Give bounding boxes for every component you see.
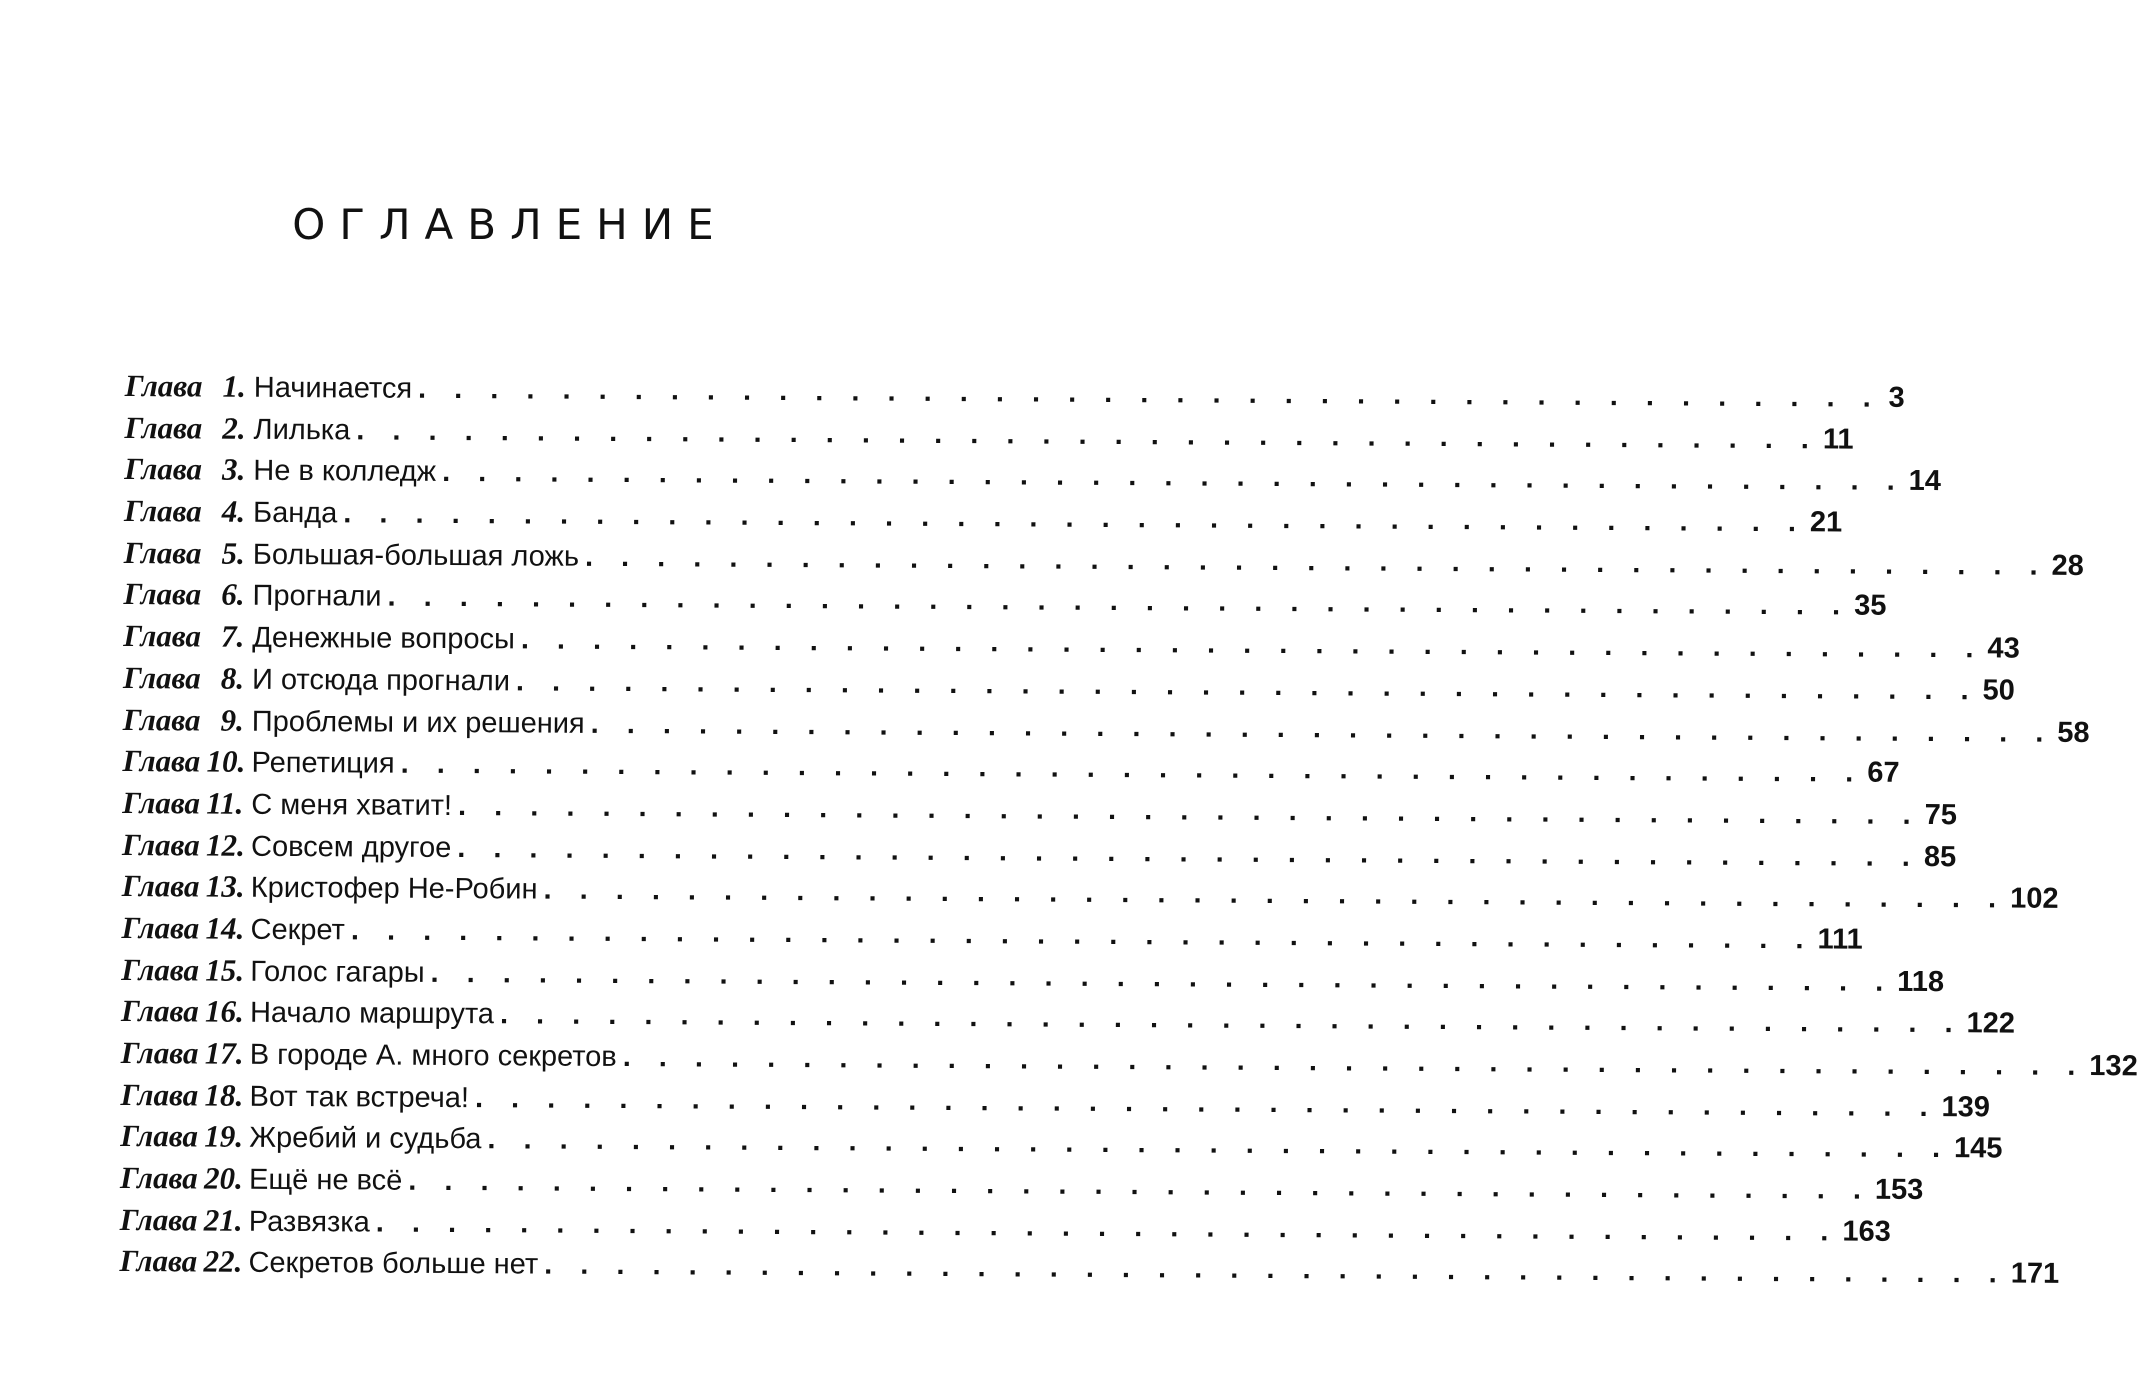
chapter-title: Проблемы и их решения bbox=[251, 705, 585, 740]
chapter-title: Голос гагары bbox=[250, 955, 425, 989]
chapter-word: Глава bbox=[122, 701, 201, 737]
chapter-number: 5. bbox=[221, 535, 245, 571]
chapter-number: 10. bbox=[206, 743, 246, 779]
toc-entry-8[interactable] bbox=[122, 657, 2015, 707]
chapter-number: 4. bbox=[221, 493, 246, 529]
dot-leader: . . . . . . . . . . . . . . . . . . . . . . . . . . . . . . . . . . . . . . . . . bbox=[622, 1041, 2086, 1082]
toc-entry-22[interactable] bbox=[119, 1240, 2060, 1291]
dot-leader: . . . . . . . . . . . . . . . . . . . . . . . . . . . . . . . . . . . . . . . . . bbox=[400, 747, 1864, 789]
dot-leader: . . . . . . . . . . . . . . . . . . . . . . . . . . . . . . . . . . . . . . . . . bbox=[520, 623, 1984, 665]
dot-leader: . . . . . . . . . . . . . . . . . . . . . . . . . . . . . . . . . . . . . . . . . bbox=[487, 1123, 1951, 1165]
chapter-number: 20. bbox=[203, 1160, 243, 1196]
toc-entry-16[interactable] bbox=[120, 990, 2016, 1040]
page-number: 85 bbox=[1923, 840, 1957, 873]
page-number: 171 bbox=[2010, 1257, 2060, 1291]
chapter-word: Глава bbox=[124, 493, 202, 529]
chapter-number: 13. bbox=[205, 868, 245, 904]
dot-leader: . . . . . . . . . . . . . . . . . . . . . . . . . . . . . . . . . . . . . . . . . bbox=[408, 1164, 1872, 1206]
page-number: 67 bbox=[1867, 756, 1900, 790]
chapter-number: 14. bbox=[205, 910, 245, 946]
chapter-title: И отсюда прогнали bbox=[251, 663, 511, 698]
dot-leader: . . . . . . . . . . . . . . . . . . . . . . . . . . . . . . . . . . . . . . . . . bbox=[343, 497, 1807, 539]
chapter-word: Глава bbox=[119, 1160, 198, 1196]
dot-leader: . . . . . . . . . . . . . . . . . . . . . . . . . . . . . . . . . . . . . . . . . bbox=[544, 1249, 2007, 1290]
toc-entry-13[interactable] bbox=[121, 865, 2059, 916]
page-number: 3 bbox=[1888, 381, 1905, 414]
chapter-title: Репетиция bbox=[251, 746, 395, 780]
page-number: 14 bbox=[1908, 465, 1942, 498]
chapter-word: Глава bbox=[121, 826, 200, 863]
toc-entry-10[interactable] bbox=[122, 740, 1900, 790]
page-number: 163 bbox=[1842, 1215, 1891, 1248]
chapter-number: 11. bbox=[206, 785, 244, 821]
page-number: 35 bbox=[1854, 590, 1887, 623]
toc-entry-20[interactable] bbox=[119, 1157, 1924, 1207]
chapter-word: Глава bbox=[124, 367, 203, 404]
chapter-word: Глава bbox=[121, 909, 200, 946]
toc-entry-9[interactable] bbox=[122, 698, 2090, 749]
dot-leader: . . . . . . . . . . . . . . . . . . . . . . . . . . . . . . . . . . . . . . . . . bbox=[442, 456, 1905, 498]
chapter-number: 1. bbox=[222, 368, 246, 404]
toc-entry-3[interactable] bbox=[124, 448, 1942, 498]
chapter-word: Глава bbox=[123, 618, 202, 654]
toc-entry-18[interactable] bbox=[120, 1074, 1991, 1124]
chapter-title: Секрет bbox=[250, 913, 345, 947]
chapter-number: 12. bbox=[205, 827, 245, 863]
chapter-number: 7. bbox=[220, 618, 245, 654]
chapter-word: Глава bbox=[120, 1034, 199, 1071]
chapter-word: Глава bbox=[121, 868, 200, 904]
page-number: 122 bbox=[1966, 1007, 2016, 1040]
dot-leader: . . . . . . . . . . . . . . . . . . . . . . . . . . . . . . . . . . . . . . . . . bbox=[430, 956, 1894, 998]
toc-entry-12[interactable] bbox=[121, 824, 1957, 873]
toc-entry-11[interactable] bbox=[122, 782, 1958, 832]
page-number: 28 bbox=[2051, 549, 2084, 582]
chapter-title: Ещё не всё bbox=[248, 1163, 403, 1197]
page-number: 50 bbox=[1982, 674, 2015, 707]
chapter-word: Глава bbox=[119, 1243, 198, 1279]
chapter-word: Глава bbox=[123, 534, 202, 571]
chapter-title: В городе А. много секретов bbox=[249, 1038, 617, 1074]
page-number: 58 bbox=[2057, 716, 2090, 749]
page-number: 118 bbox=[1897, 965, 1945, 998]
chapter-number: 19. bbox=[204, 1118, 244, 1155]
chapter-number: 9. bbox=[220, 702, 244, 738]
chapter-number: 21. bbox=[203, 1202, 243, 1238]
chapter-title: Совсем другое bbox=[250, 830, 452, 864]
page-number: 111 bbox=[1817, 923, 1863, 956]
dot-leader: . . . . . . . . . . . . . . . . . . . . . . . . . . . . . . . . . . . . . . . . . bbox=[515, 665, 1979, 707]
dot-leader: . . . . . . . . . . . . . . . . . . . . . . . . . . . . . . . . . . . . . . . . . bbox=[499, 998, 1963, 1040]
dot-leader: . . . . . . . . . . . . . . . . . . . . . . . . . . . . . . . . . . . . . . . . . bbox=[457, 831, 1920, 873]
dot-leader: . . . . . . . . . . . . . . . . . . . . . . . . . . . . . . . . . . . . . . . . . bbox=[590, 707, 2054, 749]
chapter-number: 18. bbox=[204, 1077, 244, 1113]
chapter-title: Большая-большая ложь bbox=[252, 538, 580, 573]
chapter-title: Денежные вопросы bbox=[252, 621, 515, 656]
chapter-word: Глава bbox=[120, 1076, 199, 1113]
chapter-title: Развязка bbox=[248, 1205, 370, 1239]
chapter-word: Глава bbox=[124, 451, 203, 487]
toc-entry-14[interactable] bbox=[121, 907, 1863, 956]
chapter-word: Глава bbox=[123, 576, 202, 612]
chapter-title: Лилька bbox=[253, 413, 351, 447]
dot-leader: . . . . . . . . . . . . . . . . . . . . . . . . . . . . . . . . . . . . . . . . . bbox=[387, 581, 1851, 622]
chapter-number: 17. bbox=[204, 1035, 244, 1071]
toc-entry-6[interactable] bbox=[123, 573, 1887, 623]
page-number: 43 bbox=[1987, 632, 2020, 665]
page-title: ОГЛАВЛЕНИЕ bbox=[292, 200, 728, 249]
dot-leader: . . . . . . . . . . . . . . . . . . . . . . . . . . . . . . . . . . . . . . . . . bbox=[474, 1081, 1938, 1123]
page-number: 139 bbox=[1941, 1090, 1991, 1124]
dot-leader: . . . . . . . . . . . . . . . . . . . . . . . . . . . . . . . . . . . . . . . . . bbox=[584, 540, 2048, 582]
page-number: 132 bbox=[2089, 1050, 2138, 1083]
chapter-title: Начинается bbox=[253, 371, 413, 405]
toc-entry-7[interactable] bbox=[123, 615, 2020, 665]
toc-entry-2[interactable] bbox=[124, 407, 1854, 456]
page-number: 153 bbox=[1874, 1173, 1924, 1207]
chapter-number: 6. bbox=[221, 577, 245, 613]
toc-entry-15[interactable] bbox=[121, 949, 1945, 998]
toc-entry-19[interactable] bbox=[120, 1115, 2003, 1165]
page-number: 102 bbox=[2010, 882, 2059, 916]
chapter-number: 16. bbox=[204, 993, 244, 1030]
toc-entry-5[interactable] bbox=[123, 532, 2084, 582]
chapter-title: Кристофер Не-Робин bbox=[250, 872, 538, 906]
toc-entry-21[interactable] bbox=[119, 1199, 1891, 1248]
toc-entry-17[interactable] bbox=[120, 1032, 2138, 1083]
chapter-word: Глава bbox=[120, 993, 199, 1029]
chapter-number: 22. bbox=[203, 1243, 243, 1280]
chapter-word: Глава bbox=[122, 743, 201, 779]
toc-entry-4[interactable] bbox=[124, 490, 1843, 539]
chapter-title: Начало маршрута bbox=[249, 997, 495, 1031]
page-number: 21 bbox=[1809, 506, 1843, 539]
chapter-word: Глава bbox=[121, 951, 200, 988]
chapter-title: Прогнали bbox=[252, 580, 382, 614]
dot-leader: . . . . . . . . . . . . . . . . . . . . . . . . . . . . . . . . . . . . . . . . . bbox=[350, 914, 1814, 956]
dot-leader: . . . . . . . . . . . . . . . . . . . . . . . . . . . . . . . . . . . . . . . . . bbox=[417, 372, 1881, 414]
chapter-title: С меня хватит! bbox=[251, 788, 453, 822]
chapter-number: 8. bbox=[220, 660, 245, 696]
dot-leader: . . . . . . . . . . . . . . . . . . . . . . . . . . . . . . . . . . . . . . . . . bbox=[543, 873, 2007, 915]
page-number: 75 bbox=[1924, 798, 1958, 832]
dot-leader: . . . . . . . . . . . . . . . . . . . . . . . . . . . . . . . . . . . . . . . . . bbox=[457, 789, 1921, 831]
chapter-number: 3. bbox=[222, 451, 246, 488]
chapter-title: Банда bbox=[253, 496, 338, 530]
page-number: 11 bbox=[1822, 423, 1854, 456]
chapter-number: 15. bbox=[205, 952, 245, 988]
chapter-word: Глава bbox=[122, 784, 201, 821]
chapter-word: Глава bbox=[119, 1201, 198, 1238]
chapter-number: 2. bbox=[222, 410, 246, 446]
dot-leader: . . . . . . . . . . . . . . . . . . . . . . . . . . . . . . . . . . . . . . . . . bbox=[375, 1206, 1839, 1248]
chapter-word: Глава bbox=[124, 409, 203, 446]
dot-leader: . . . . . . . . . . . . . . . . . . . . . . . . . . . . . . . . . . . . . . . . . bbox=[356, 414, 1820, 456]
chapter-word: Глава bbox=[120, 1118, 199, 1154]
page-number: 145 bbox=[1953, 1132, 2003, 1165]
toc-entry-1[interactable] bbox=[124, 365, 1905, 414]
chapter-title: Не в колледж bbox=[253, 455, 437, 489]
chapter-word: Глава bbox=[122, 659, 201, 696]
chapter-title: Жребий и судьба bbox=[249, 1122, 482, 1156]
chapter-title: Вот так встреча! bbox=[249, 1080, 470, 1114]
table-of-contents bbox=[119, 365, 2138, 1291]
chapter-title: Секретов больше нет bbox=[248, 1247, 539, 1281]
